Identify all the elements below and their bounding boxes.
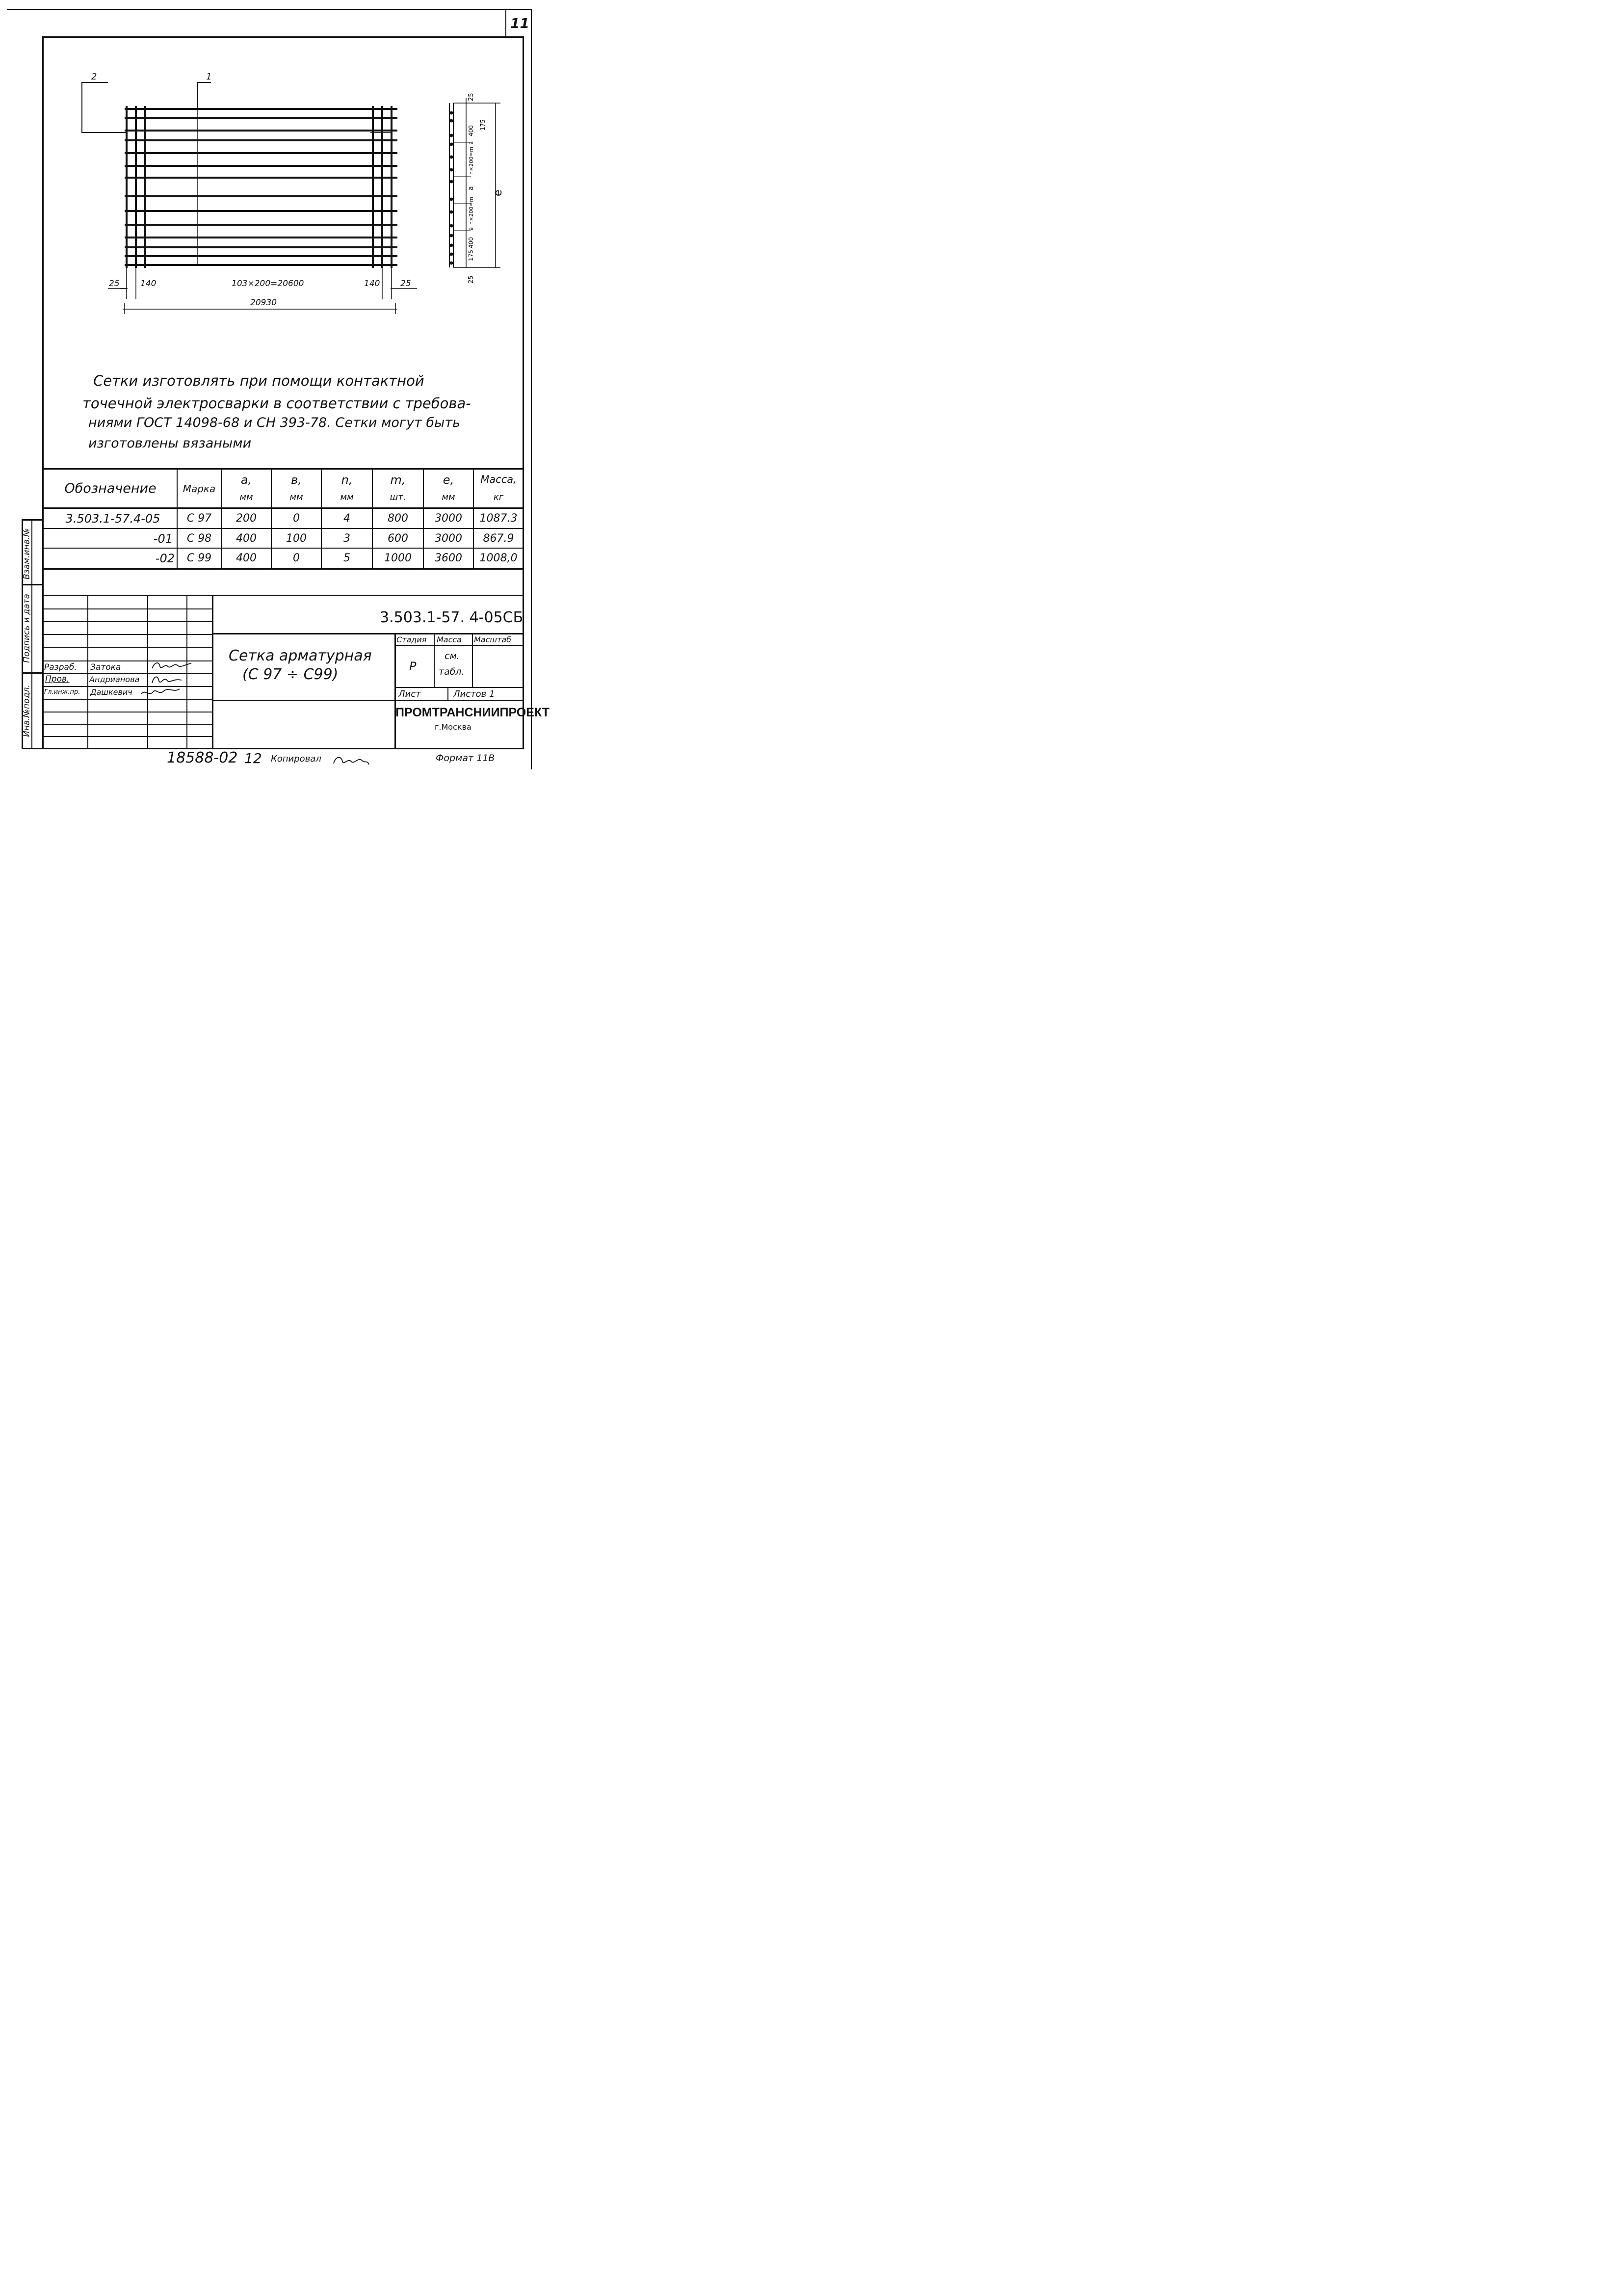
tb-stage-value: Р [409,660,417,673]
sheet-number: 11 [510,15,529,31]
tb-org-city: г.Москва [435,722,471,732]
tb-left-row-4 [43,647,212,648]
callout-2-leader [82,82,128,132]
section-dim-b-top: в [468,141,474,145]
section-dim-400-top: 400 [468,125,474,136]
tb-code-bottom [212,633,524,634]
table-top [42,468,524,470]
dim-right-edge: 25 [400,279,411,289]
tb-stage-label: Стадия [396,635,427,644]
signature-3 [139,686,182,699]
signature-1 [150,660,194,672]
tb-mass-value-2: табл. [439,666,465,677]
section-dim-b-bottom: в [468,227,474,231]
dim-left-pitch: 140 [140,279,157,289]
tb-left-row-1 [43,608,212,609]
row-3-m: 1000 [384,552,412,564]
tb-sheet-col [447,687,448,701]
row-1-b: 0 [293,512,300,525]
footer-archive-no: 18588-02 [167,749,238,766]
header-n-unit: мм [340,492,354,503]
tb-title-bottom [212,700,524,701]
tb-role-3: Гл.инж.пр. [44,688,80,696]
tb-scale-label: Масштаб [474,635,512,644]
row-2-mass: 867.9 [483,532,514,545]
frame-bottom [22,748,524,749]
section-dim-175-bottom: 175 [468,250,474,261]
row-3-designation: -02 [155,551,175,565]
section-bar-dots [450,111,453,265]
section-dim-top: 25 [468,93,475,101]
row-1-a: 200 [236,512,257,525]
longitudinal-bars [125,108,397,266]
tb-name-3: Дашкевич [90,687,132,697]
mesh-plan-drawing [74,69,427,324]
row-2-b: 100 [286,532,307,545]
callout-1-label: 1 [206,72,212,82]
table-empty-band-bottom [42,595,524,596]
tb-stage-header-bottom [394,645,524,646]
note-line-1: Сетки изготовлять при помощи контактной [93,372,424,389]
row-2-a: 400 [236,532,257,545]
frame-top [42,36,524,38]
row-2-designation: -01 [153,531,173,546]
row-1-n: 4 [343,512,350,525]
header-a-unit: мм [239,492,253,503]
header-b-label: в, [291,473,302,487]
row-2-mark: С 98 [186,532,212,545]
section-dim-a: a [467,186,475,190]
section-dim-e: e [492,189,504,196]
tb-role-2: Пров. [45,674,70,684]
row-3-e: 3600 [435,552,462,564]
header-mass-label: Масса, [480,474,517,486]
header-a-label: a, [240,473,252,487]
row-1-mark: С 97 [186,512,212,525]
row-3-a: 400 [236,552,257,564]
tb-left-row-7 [43,686,212,687]
copier-signature [332,753,371,767]
header-mark: Марка [183,483,216,495]
dim-total: 20930 [250,298,277,308]
row-3-mass: 1008,0 [479,552,518,564]
row-2-e: 3000 [435,532,462,545]
section-dim-400-bottom: 400 [468,237,474,248]
tb-left-row-8 [43,699,212,700]
dim-left-edge: 25 [109,279,120,289]
sheet-number-divider [505,9,506,37]
tb-left-row-2 [43,621,212,622]
footer-copier-label: Копировал [271,754,321,764]
tb-role-1: Разраб. [44,662,77,672]
frame-right [523,36,524,749]
tb-sheet-label: Лист [398,689,421,699]
row-1-m: 800 [388,512,408,525]
side-stamp-top [22,519,43,521]
side-stamp-ref-inv: Взам.инв.№ [22,528,32,580]
note-line-4: изготовлены вязаными [88,436,252,451]
side-stamp-sign-date: Подпись и дата [22,594,32,663]
section-dim-n-bottom: n×200=m [468,196,474,225]
callout-1-leader [198,82,211,109]
section-dim-bottom: 25 [468,275,475,284]
header-m-label: m, [390,473,406,487]
tb-mass-label: Масса [437,635,462,644]
tb-stage-values-bottom [394,687,524,688]
mesh-section-view [442,88,505,290]
section-dim-n-top: n×200=m [468,146,474,175]
header-m-unit: шт. [390,492,406,503]
table-row-3-bottom [42,568,524,570]
footer-format: Формат 11В [436,753,495,764]
header-e-label: e, [443,473,454,487]
footer-sheet-no: 12 [244,750,262,766]
header-designation: Обозначение [64,481,157,497]
tb-left-row-10 [43,724,212,725]
tb-code: 3.503.1-57. 4-05СБ [380,609,524,626]
tb-title-line-2: (С 97 ÷ С99) [242,666,339,683]
callout-2-label: 2 [91,72,97,82]
dim-right-pitch: 140 [364,279,380,289]
row-3-mark: С 99 [186,552,212,564]
row-1-designation: 3.503.1-57.4-05 [65,511,160,526]
tb-scale-col [472,633,473,687]
tb-col-4 [212,595,213,748]
tb-mass-value-1: см. [445,651,460,661]
row-3-b: 0 [293,552,300,564]
tb-name-2: Андрианова [89,675,140,684]
row-2-m: 600 [388,532,408,545]
header-e-unit: мм [442,492,455,503]
header-b-unit: мм [289,492,303,503]
tb-mass-col [434,633,435,687]
tb-org-name: ПРОМТРАНСНИИПРОЕКТ [395,706,550,719]
side-stamp-sep-2 [22,672,43,674]
tb-sheets-label: Листов 1 [453,689,495,699]
tb-title-line-1: Сетка арматурная [229,647,372,664]
row-1-e: 3000 [435,512,462,525]
row-1-mass: 1087.3 [479,512,518,525]
side-stamp-inv-orig: Инв.№подл. [22,685,32,737]
note-line-3: ниями ГОСТ 14098-68 и СН 393-78. Сетки могут быть [88,415,461,430]
tb-left-row-3 [43,634,212,635]
section-dim-175-top: 175 [479,119,486,131]
header-mass-unit: кг [493,492,504,503]
tb-name-1: Затока [90,662,121,672]
frame-left [42,36,44,749]
sheet-right-border [531,9,532,769]
signature-2 [150,673,184,686]
row-2-n: 3 [343,532,350,545]
header-n-label: n, [341,473,353,487]
row-3-n: 5 [343,552,350,564]
sheet-top-border [7,9,532,10]
tb-stage-col [394,633,396,749]
note-line-2: точечной электросварки в соответствии с требова- [82,395,471,412]
dim-middle: 103×200=20600 [232,279,304,289]
tb-left-row-11 [43,736,212,737]
tb-left-row-9 [43,712,212,713]
